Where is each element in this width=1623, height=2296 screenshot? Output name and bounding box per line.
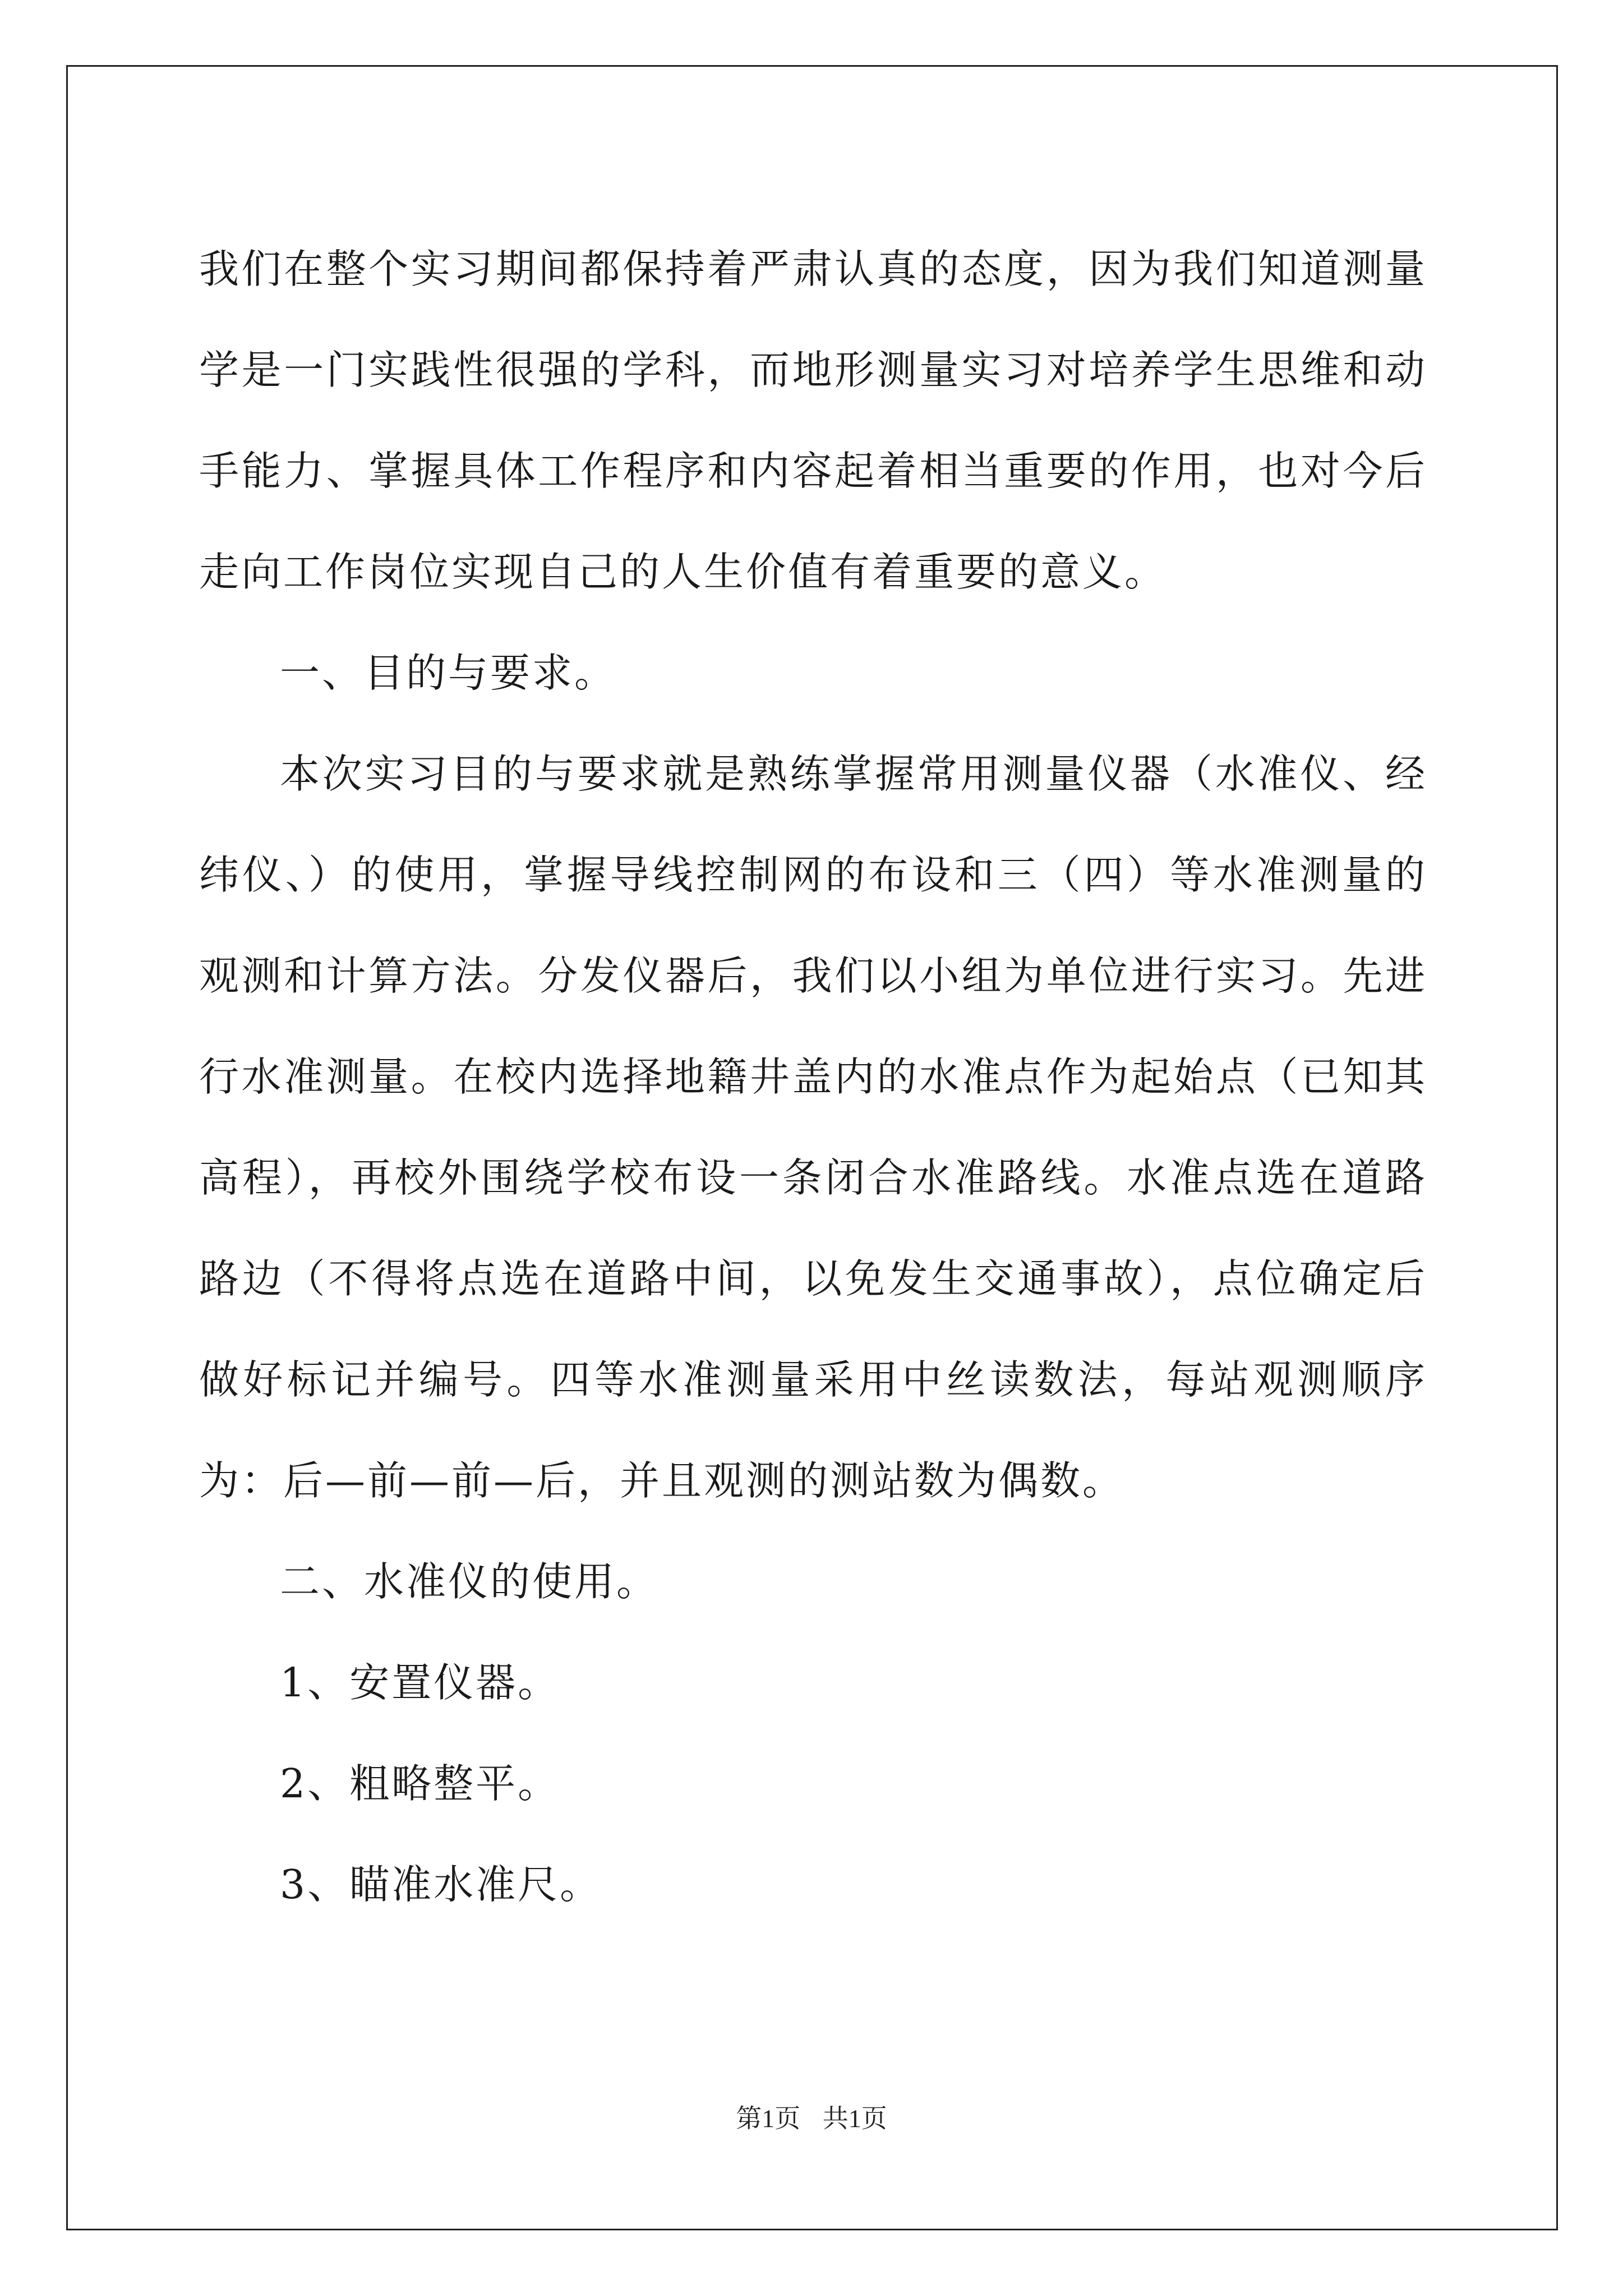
page-number-current: 第1页 xyxy=(736,2104,801,2133)
page-number-total: 共1页 xyxy=(822,2104,887,2133)
section-heading-level-usage: 二、水准仪的使用。 xyxy=(280,1558,659,1605)
document-body xyxy=(199,219,1427,1935)
paragraph-purpose: 本次实习目的与要求就是熟练掌握常用测量仪器（水准仪、经纬仪、）的使用，掌握导线控制网的布设和三（四）等水准测量的观测和计算方法。分发仪器后，我们以小组为单位进行实习。先进行水准测量。在校内选择地籍井盖内的水准点作为起始点（已知其高程），再校外围绕学校布设一条闭合水准路线。水准点选在道路路边（不得将点选在道路中间，以免发生交通事故），点位确定后做好标记并编号。四等水准测量采用中丝读数法，每站观测顺序为：后—前—前—后，并且观测的测站数为偶数。 xyxy=(199,751,1427,1504)
list-item-step-2: 2、粗略整平。 xyxy=(280,1760,560,1807)
list-item-step-3: 3、瞄准水准尺。 xyxy=(280,1861,602,1908)
list-item-step-1: 1、安置仪器。 xyxy=(280,1659,560,1706)
section-heading-purpose: 一、目的与要求。 xyxy=(280,650,617,696)
paragraph-intro: 我们在整个实习期间都保持着严肃认真的态度，因为我们知道测量学是一门实践性很强的学科，而地形测量实习对培养学生思维和动手能力、掌握具体工作程序和内容起着相当重要的作用，也对今后走向工作岗位实现自己的人生价值有着重要的意义。 xyxy=(199,246,1427,595)
page-footer xyxy=(0,2098,1623,2135)
